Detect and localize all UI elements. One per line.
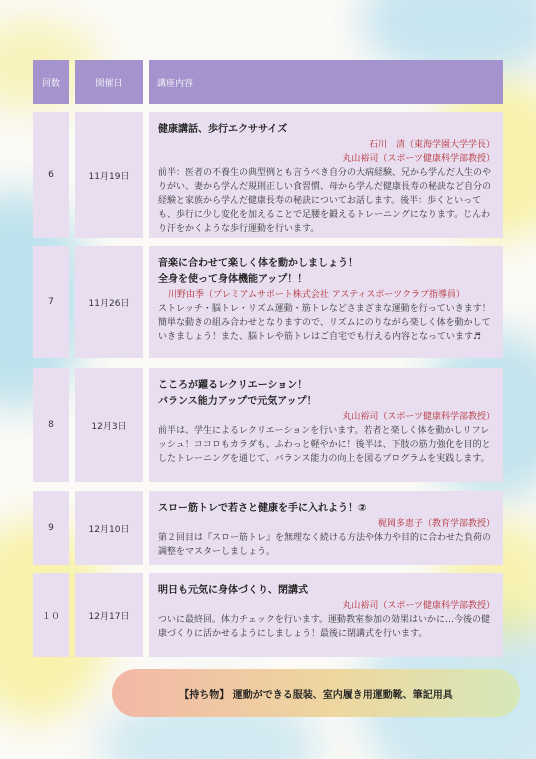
instructor: 丸山裕司（スポーツ健康科学部教授） <box>342 154 495 164</box>
session-description: ついに最終回。体力チェックを行います。運動教室参加の効果はいかに…今後の健康づくりに活かせるようにしましょう！最後に閉講式を行います。 <box>158 615 491 639</box>
session-number: 8 <box>33 368 69 482</box>
session-number: 6 <box>33 112 69 238</box>
session-number: 7 <box>33 246 69 358</box>
session-title: 明日も元気に身体づくり、閉講式 <box>158 585 308 596</box>
session-description: 第２回目は『スロー筋トレ』を無理なく続ける方法や体力や目的に合わせた負荷の調整をマスターしましょう。 <box>158 533 492 557</box>
session-number: １０ <box>33 573 69 657</box>
session-description: ストレッチ・脳トレ・リズム運動・筋トレなどさまざまな運動を行っていきます！簡単な動きの組み合わせとなりますので、リズムにのりながら楽しく体を動かしていきましょう！また、脳トレや筋トレはご自宅でも行える内容となっています♬ <box>158 304 491 342</box>
session-date: 12月3日 <box>75 368 143 482</box>
header-course-content: 講座内容 <box>149 60 503 104</box>
session-content <box>149 491 503 565</box>
instructor: 石川 清（東海学園大学学長） <box>368 140 495 150</box>
session-content <box>149 573 503 657</box>
instructor: 梶岡多恵子（教育学部教授） <box>377 519 495 529</box>
instructor: 川野由季（プレミアムサポート株式会社 アスティスポーツクラブ指導員） <box>168 290 465 300</box>
items-to-bring-banner: 【持ち物】 運動ができる服装、室内履き用運動靴、筆記用具 <box>112 669 520 717</box>
session-content <box>149 112 503 238</box>
header-date: 開催日 <box>75 60 143 104</box>
session-date: 11月26日 <box>75 246 143 358</box>
instructor: 丸山裕司（スポーツ健康科学部教授） <box>342 601 495 611</box>
session-content <box>149 368 503 482</box>
session-title: スロー筋トレで若さと健康を手に入れよう！② <box>158 503 367 514</box>
instructor: 丸山裕司（スポーツ健康科学部教授） <box>342 412 495 422</box>
session-subtitle: 全身を使って身体機能アップ！！ <box>158 274 308 285</box>
session-number: 9 <box>33 491 69 565</box>
session-date: 12月10日 <box>75 491 143 565</box>
header-session-number: 回数 <box>33 60 69 104</box>
session-title: 健康講話、歩行エクササイズ <box>158 124 288 135</box>
session-date: 11月19日 <box>75 112 143 238</box>
session-content <box>149 246 503 358</box>
session-description: 前半：医者の不養生の典型例とも言うべき自分の大病経験、兄から学んだ人生のやりがい、妻から学んだ規則正しい食習慣、母から学んだ健康長寿の秘訣など自分の経験と家族から学んだ健康長寿の秘訣についてお話します。後半：歩くといっても、歩行に少し変化を加えることで足腰を鍛えるトレーニングになります。じんわり汗をかくような歩行運動を行います。 <box>158 168 492 234</box>
session-title: 音楽に合わせて楽しく体を動かしましょう！ <box>158 258 358 269</box>
session-date: 12月17日 <box>75 573 143 657</box>
session-subtitle: バランス能力アップで元気アップ！ <box>158 396 317 407</box>
session-title: こころが躍るレクリエーション！ <box>158 380 308 391</box>
session-description: 前半は、学生によるレクリエーションを行います。若者と楽しく体を動かしリフレッシュ！ココロもカラダも、ふわっと軽やかに！後半は、下肢の筋力強化を目的としたトレーニングを通じて、バランス能力の向上を図るプログラムを実践します。 <box>158 426 491 464</box>
